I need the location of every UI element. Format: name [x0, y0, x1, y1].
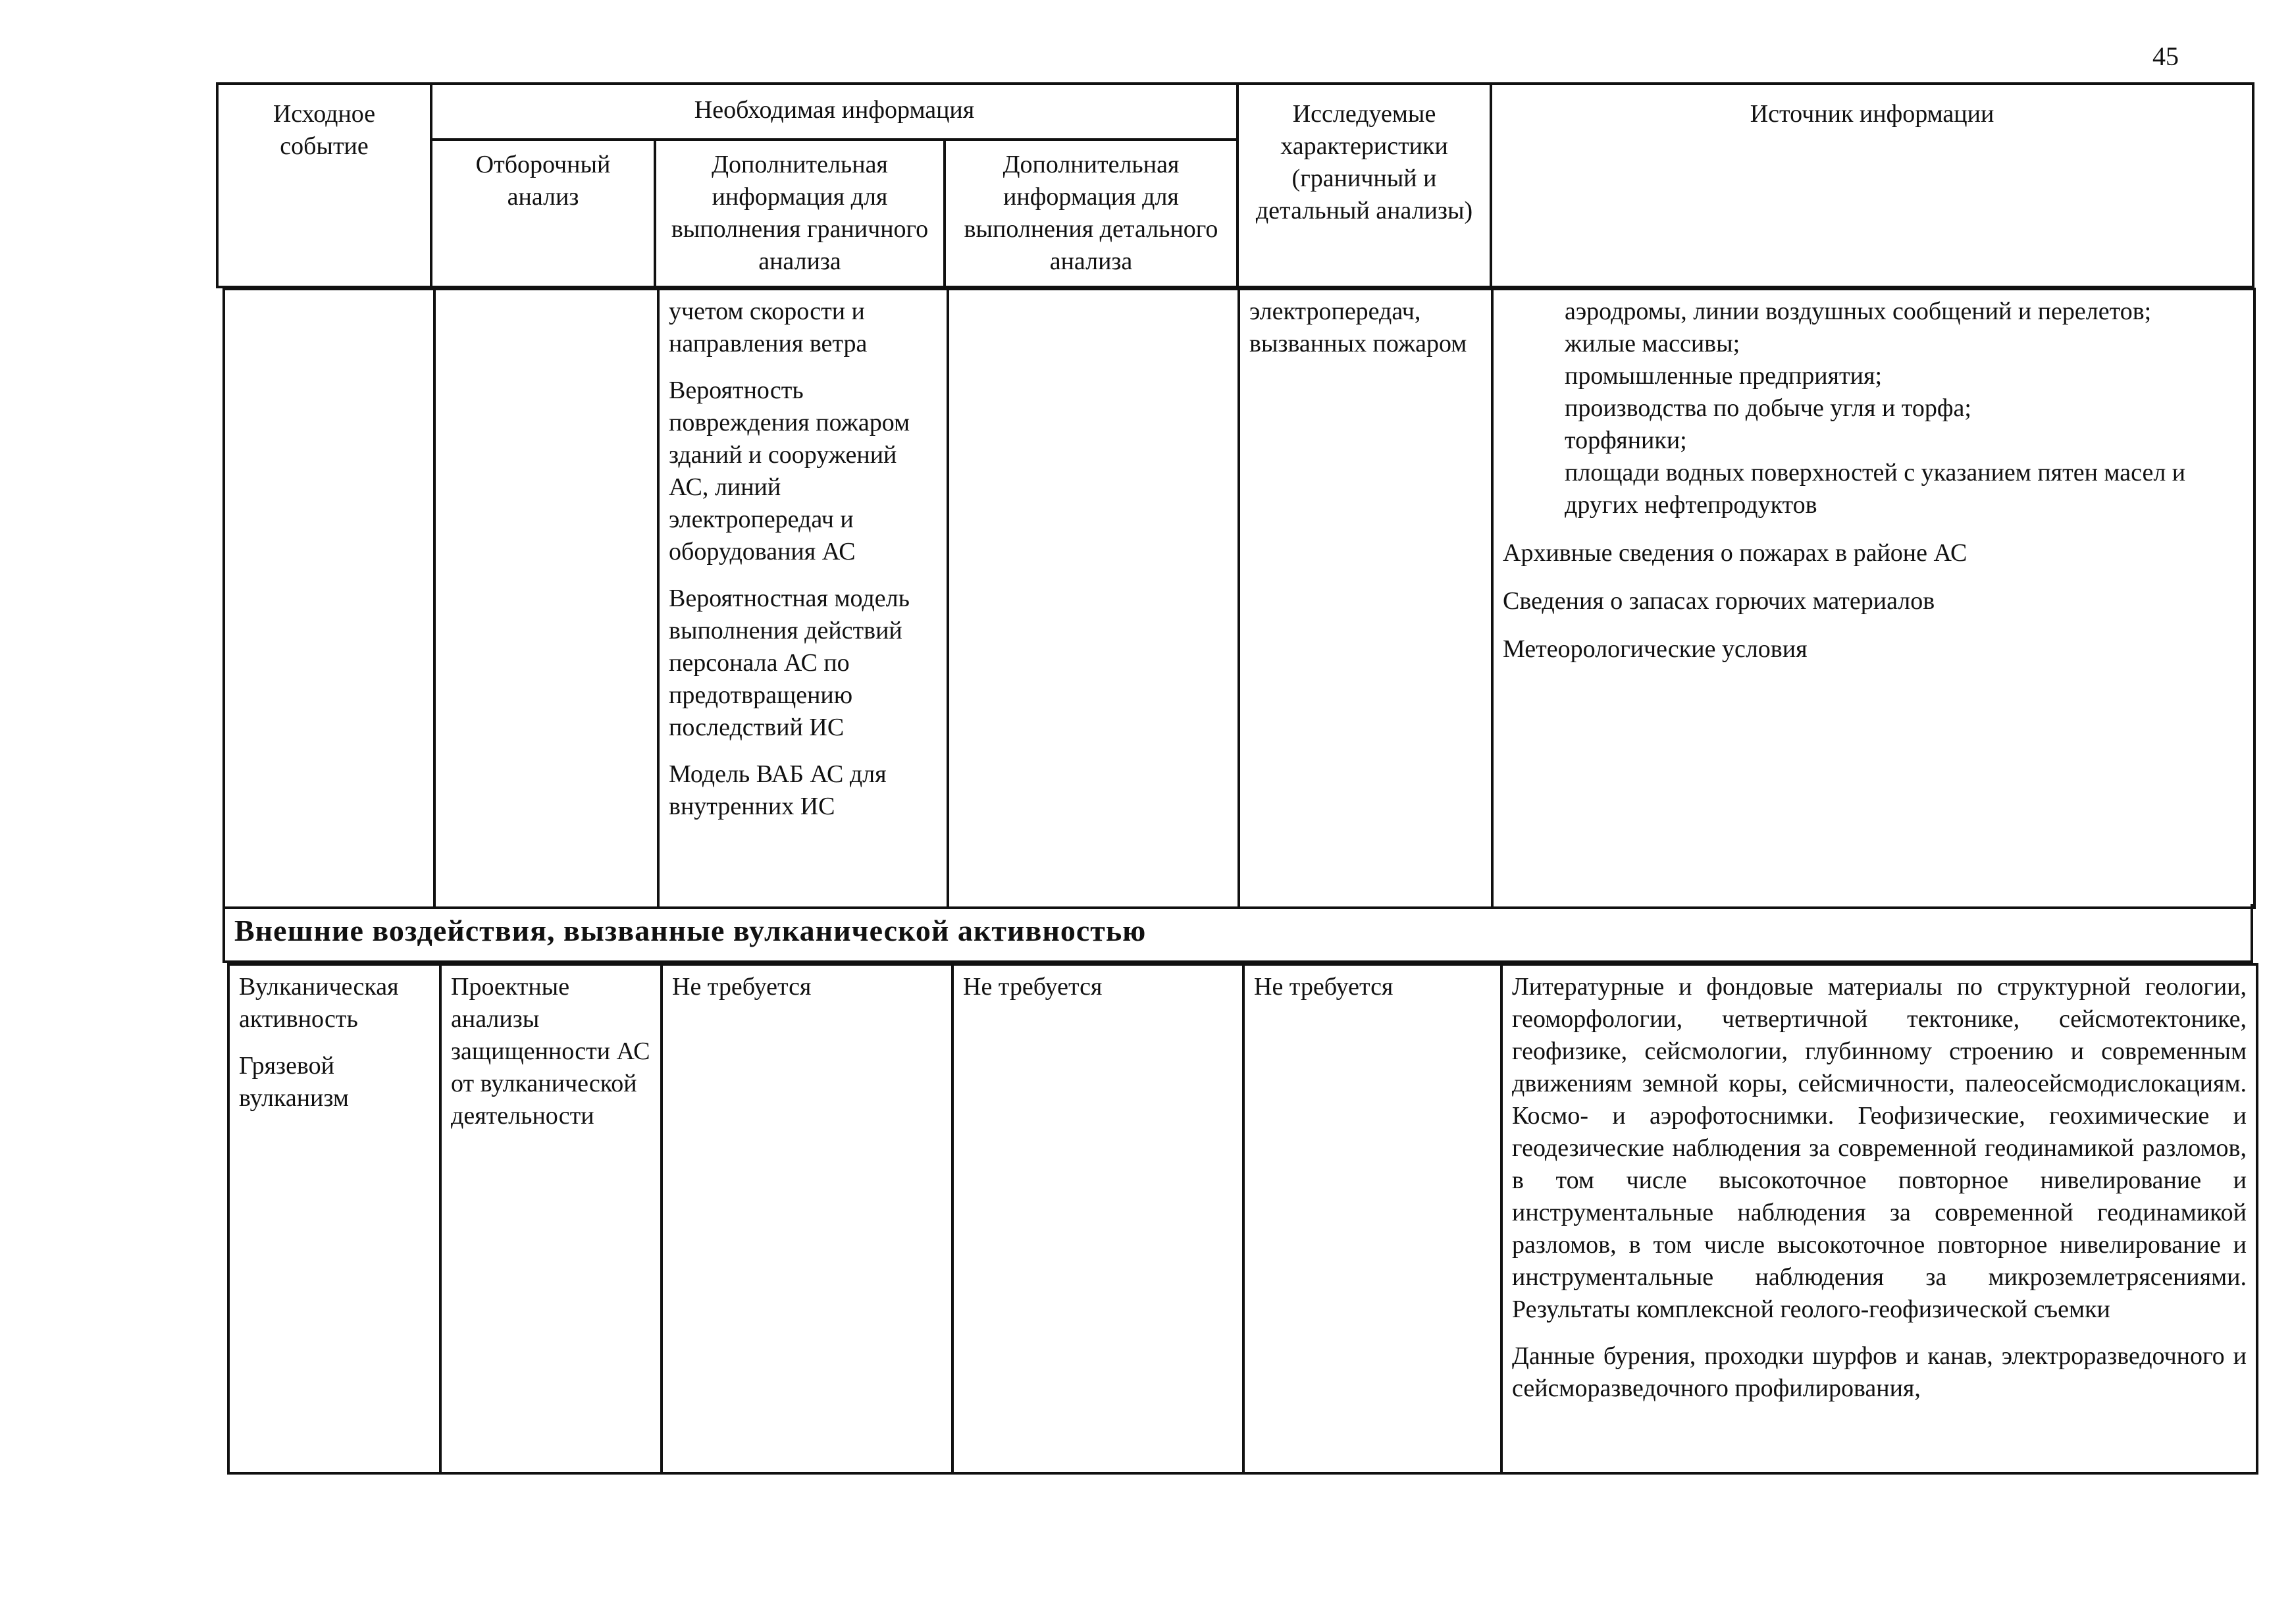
section-heading: Внешние воздействия, вызванные вулканической активностью — [222, 904, 2253, 963]
header-needed-information: Необходимая информация — [431, 84, 1237, 140]
cell-boundary: Не требуется — [662, 964, 952, 1473]
header-detailed-analysis-info: Дополнительная информация для выполнения детального анализа — [945, 140, 1237, 287]
table-volcanic-row — [227, 963, 2258, 1475]
header-studied-characteristics: Исследуемые характеристики (граничный и детальный анализы) — [1237, 84, 1491, 287]
list-item: аэродромы, линии воздушных сообщений и перелетов; — [1565, 298, 2152, 325]
source-paragraph: Литературные и фондовые материалы по структурной геологии, геоморфологии, четвертичной тектонике, сейсмотектонике, геофизике, сейсмологии, глубинному строению и современным движениям земной коры, сейсмичности, палеосейсмодислокациям. Космо- и аэрофотоснимки. Геофизические, геохимические и геодезические наблюдения за современной геодинамикой разломов, в том числе высокоточное повторное нивелирование и инструментальные наблюдения за современной геодинамикой разломов, в том числе высокоточное повторное нивелирование и инструментальные наблюдения за микроземлетрясениями. Результаты комплексной геолого-геофизической съемки — [1512, 973, 2247, 1323]
event-name: Грязевой вулканизм — [239, 1052, 349, 1112]
source-item: Метеорологические условия — [1503, 635, 1808, 663]
cell-detailed: Не требуется — [952, 964, 1243, 1473]
table-continued-row — [222, 288, 2256, 909]
cell-information-source — [1492, 289, 2254, 908]
boundary-paragraph: Вероятностная модель выполнения действий персонала АС по предотвращению последствий ИС — [669, 585, 910, 741]
header-boundary-analysis-info: Дополнительная информация для выполнения граничного анализа — [655, 140, 945, 287]
list-item: промышленные предприятия; — [1565, 362, 1883, 390]
table-row — [228, 964, 2257, 1473]
list-item: торфяники; — [1565, 427, 1687, 454]
cell-screening-empty — [434, 289, 658, 908]
cell-characteristics: электропередач, вызванных пожаром — [1239, 289, 1492, 908]
source-paragraph: Данные бурения, проходки шурфов и канав, электроразведочного и сейсморазведочного профилирования, — [1512, 1342, 2247, 1402]
list-item: жилые массивы; — [1565, 330, 1740, 357]
cell-screening: Проектные анализы защищенности АС от вулканической деятельности — [440, 964, 662, 1473]
cell-boundary-info — [658, 289, 948, 908]
cell-information-source — [1501, 964, 2257, 1473]
source-list — [1503, 296, 2244, 521]
header-initial-event: Исходное событие — [217, 84, 431, 287]
boundary-paragraph: учетом скорости и направления ветра — [669, 298, 868, 357]
cell-characteristics: Не требуется — [1243, 964, 1501, 1473]
event-name: Вулканическая активность — [239, 973, 399, 1033]
source-item: Сведения о запасах горючих материалов — [1503, 587, 1935, 615]
list-item: площади водных поверхностей с указанием пятен масел и других нефтепродуктов — [1565, 459, 2186, 519]
header-screening-analysis: Отборочный анализ — [431, 140, 655, 287]
cell-event-empty — [224, 289, 434, 908]
boundary-paragraph: Вероятность повреждения пожаром зданий и сооружений АС, линий электропередач и оборудования АС — [669, 377, 910, 565]
table-row — [224, 289, 2254, 908]
boundary-paragraph: Модель ВАБ АС для внутренних ИС — [669, 760, 887, 820]
page-number: 45 — [2152, 41, 2179, 71]
table-header — [216, 82, 2254, 288]
list-item: производства по добыче угля и торфа; — [1565, 394, 1971, 422]
cell-detailed-empty — [948, 289, 1239, 908]
cell-event — [228, 964, 440, 1473]
source-item: Архивные сведения о пожарах в районе АС — [1503, 539, 1967, 567]
header-information-source: Источник информации — [1491, 84, 2253, 287]
